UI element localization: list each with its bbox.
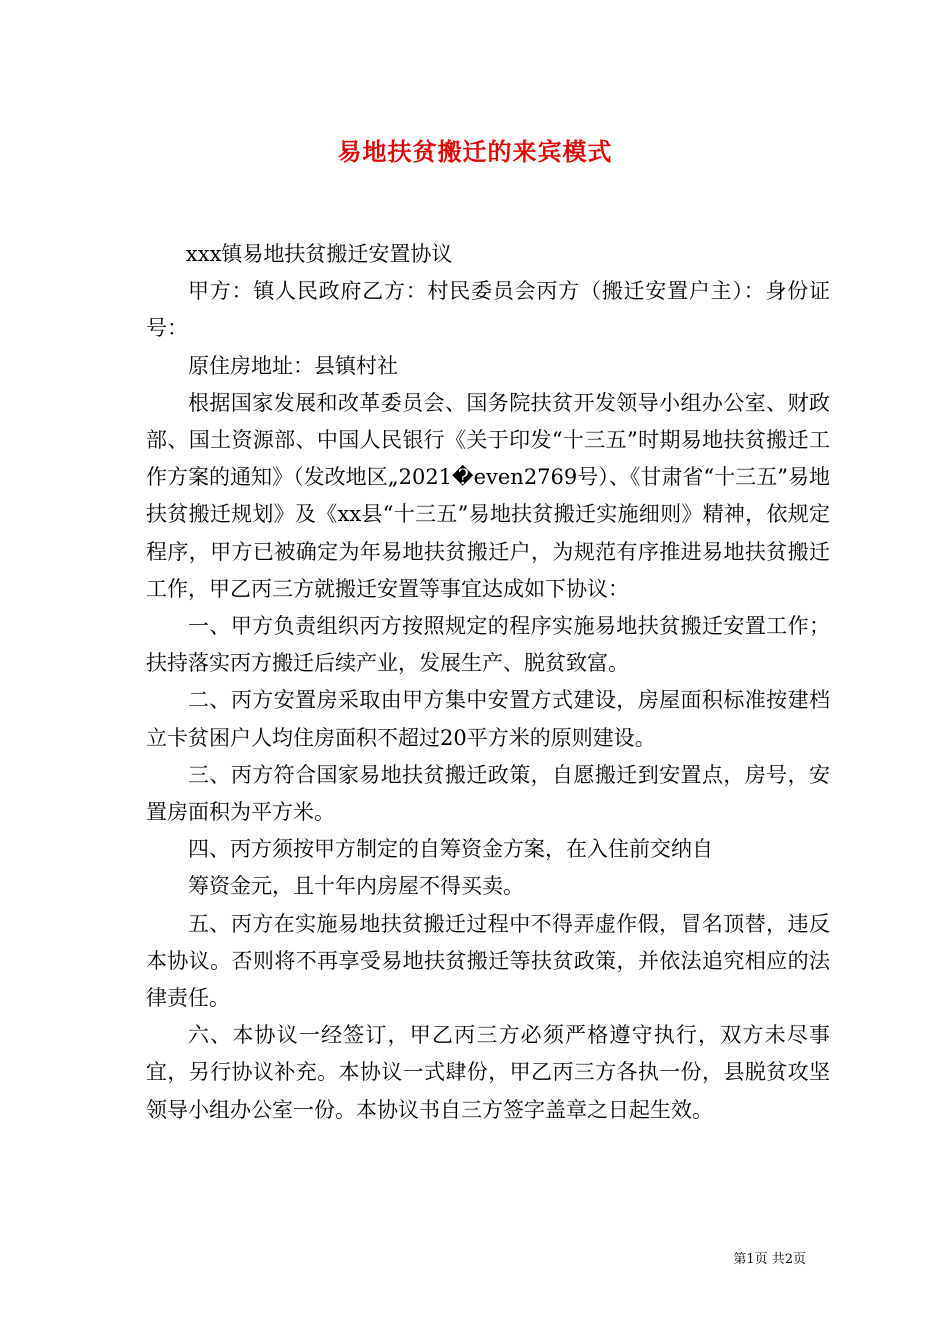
clause-4: 四、丙方须按甲方制定的自筹资金方案，在入住前交纳自 — [188, 837, 713, 862]
basis-paragraph: 根据国家发展和改革委员会、国务院扶贫开发领导小组办公室、财政部、国土资源部、中国人民银行《关于印发“十三五”时期易地扶贫搬迁工作方案的通知》（发改地区„2021�even2769号）、《甘肃省“十三五”易地扶贫搬迁规划》及《xx县“十三五”易地扶贫搬迁实施细则》精神，依规定程序，甲方已被确定为年易地扶贫搬迁户，为规范有序推进易地扶贫搬迁工作，甲乙丙三方就搬迁安置等事宜达成如下协议： — [146, 390, 830, 601]
clause-1: 一、甲方负责组织丙方按照规定的程序实施易地扶贫搬迁安置工作；扶持落实丙方搬迁后续产业，发展生产、脱贫致富。 — [146, 614, 830, 676]
clause-2: 二、丙方安置房采取由甲方集中安置方式建设，房屋面积标准按建档立卡贫困户人均住房面积不超过20平方米的原则建设。 — [146, 688, 830, 750]
agreement-heading: xxx镇易地扶贫搬迁安置协议 — [185, 242, 453, 266]
page-number: 第1页 共2页 — [733, 1252, 806, 1267]
clause-6: 六、本协议一经签订，甲乙丙三方必须严格遵守执行，双方未尽事宜，另行协议补充。本协议一式肆份，甲乙丙三方各执一份，县脱贫攻坚领导小组办公室一份。本协议书自三方签字盖章之日起生效。 — [146, 1023, 830, 1122]
parties-paragraph: 甲方：镇人民政府乙方：村民委员会丙方（搬迁安置户主）：身份证号： — [146, 279, 830, 341]
document-title: 易地扶贫搬迁的来宾模式 — [337, 137, 613, 166]
clause-4-continued: 筹资金元，且十年内房屋不得买卖。 — [188, 874, 524, 899]
clause-3: 三、丙方符合国家易地扶贫搬迁政策，自愿搬迁到安置点，房号，安置房面积为平方米。 — [146, 762, 830, 825]
document-body — [146, 236, 830, 1129]
address-paragraph: 原住房地址：县镇村社 — [188, 353, 398, 378]
clause-5: 五、丙方在实施易地扶贫搬迁过程中不得弄虚作假，冒名顶替，违反本协议。否则将不再享受易地扶贫搬迁等扶贫政策，并依法追究相应的法律责任。 — [146, 911, 830, 1011]
